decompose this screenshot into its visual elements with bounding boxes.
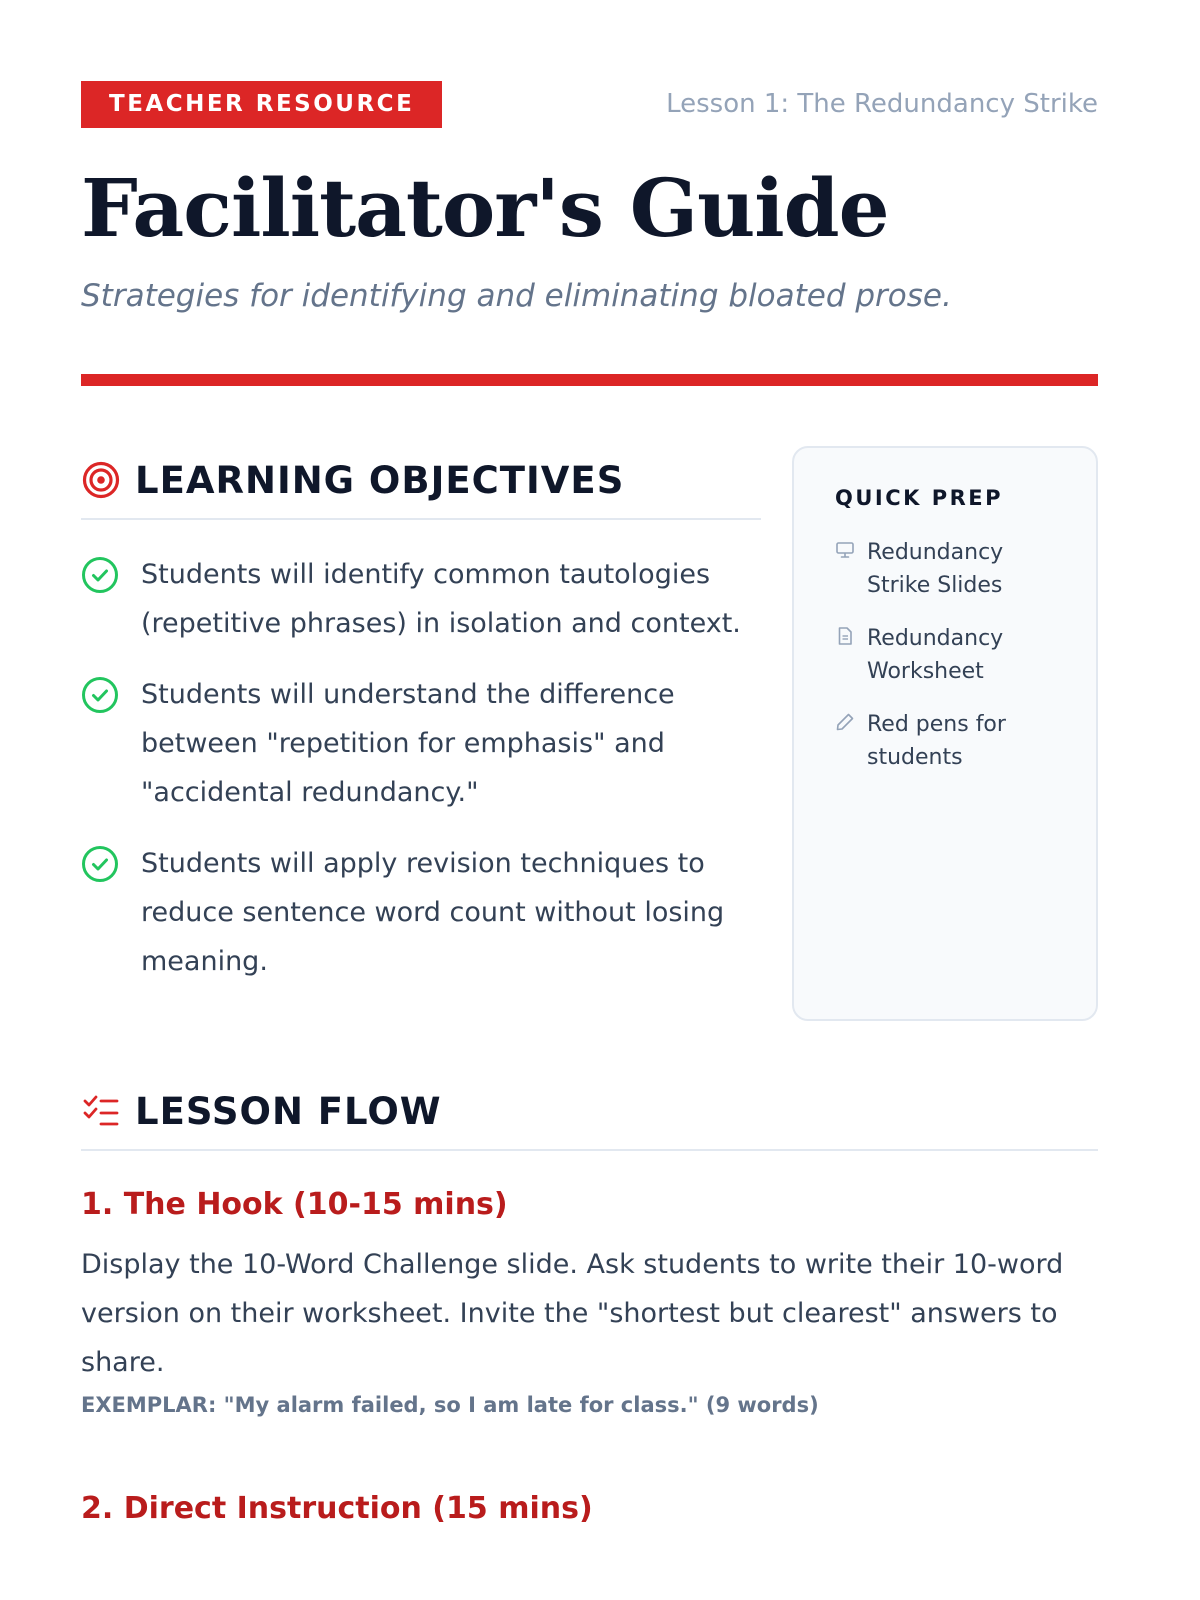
objectives-heading	[81, 452, 761, 520]
step-title: 1. The Hook (10-15 mins)	[81, 1187, 508, 1222]
check-circle-icon	[81, 676, 121, 716]
presentation-icon	[835, 540, 855, 560]
list-item	[81, 670, 761, 817]
lesson-reference: Lesson 1: The Redundancy Strike	[666, 89, 1098, 119]
quick-prep-card	[792, 446, 1098, 1021]
page-title: Facilitator's Guide	[81, 161, 889, 255]
header-divider	[81, 374, 1098, 386]
lesson-step	[81, 1491, 1098, 1526]
list-item	[835, 708, 1066, 774]
objectives-list	[81, 550, 761, 986]
lesson-step	[81, 1187, 1098, 1417]
list-item	[835, 536, 1066, 602]
step-title: 2. Direct Instruction (15 mins)	[81, 1491, 593, 1526]
list-item	[835, 622, 1066, 688]
objective-text: Students will understand the difference between "repetition for emphasis" and "accidental redundancy."	[141, 679, 675, 808]
prep-item-label: Red pens for students	[867, 712, 1006, 770]
resource-badge: TEACHER RESOURCE	[81, 81, 442, 128]
quick-prep-title: QUICK PREP	[835, 486, 1004, 510]
list-item	[81, 550, 761, 648]
prep-item-label: Redundancy Strike Slides	[867, 540, 1004, 598]
document-icon	[835, 626, 855, 646]
prep-item-label: Redundancy Worksheet	[867, 626, 1004, 684]
main-columns	[81, 452, 1098, 1021]
learning-objectives-section	[81, 452, 761, 1021]
check-circle-icon	[81, 845, 121, 885]
list-item	[81, 839, 761, 986]
header-top-row	[81, 80, 1098, 128]
page-subtitle: Strategies for identifying and eliminating bloated prose.	[81, 278, 952, 314]
objectives-title: LEARNING OBJECTIVES	[135, 458, 625, 502]
step-description: Display the 10-Word Challenge slide. Ask students to write their 10-word version on their worksheet. Invite the "shortest but clearest" answers to share.	[81, 1249, 1064, 1378]
checklist-icon	[81, 1091, 121, 1131]
objective-text: Students will apply revision techniques to reduce sentence word count without losing meaning.	[141, 848, 725, 977]
pencil-icon	[835, 712, 855, 732]
objective-text: Students will identify common tautologies (repetitive phrases) in isolation and context.	[141, 559, 741, 639]
target-icon	[81, 460, 121, 500]
check-circle-icon	[81, 556, 121, 596]
step-exemplar: EXEMPLAR: "My alarm failed, so I am late for class." (9 words)	[81, 1393, 819, 1417]
lesson-flow-heading	[81, 1083, 1098, 1151]
lesson-flow-title: LESSON FLOW	[135, 1089, 442, 1133]
quick-prep-list	[835, 536, 1066, 774]
lesson-flow-section	[81, 1083, 1098, 1526]
